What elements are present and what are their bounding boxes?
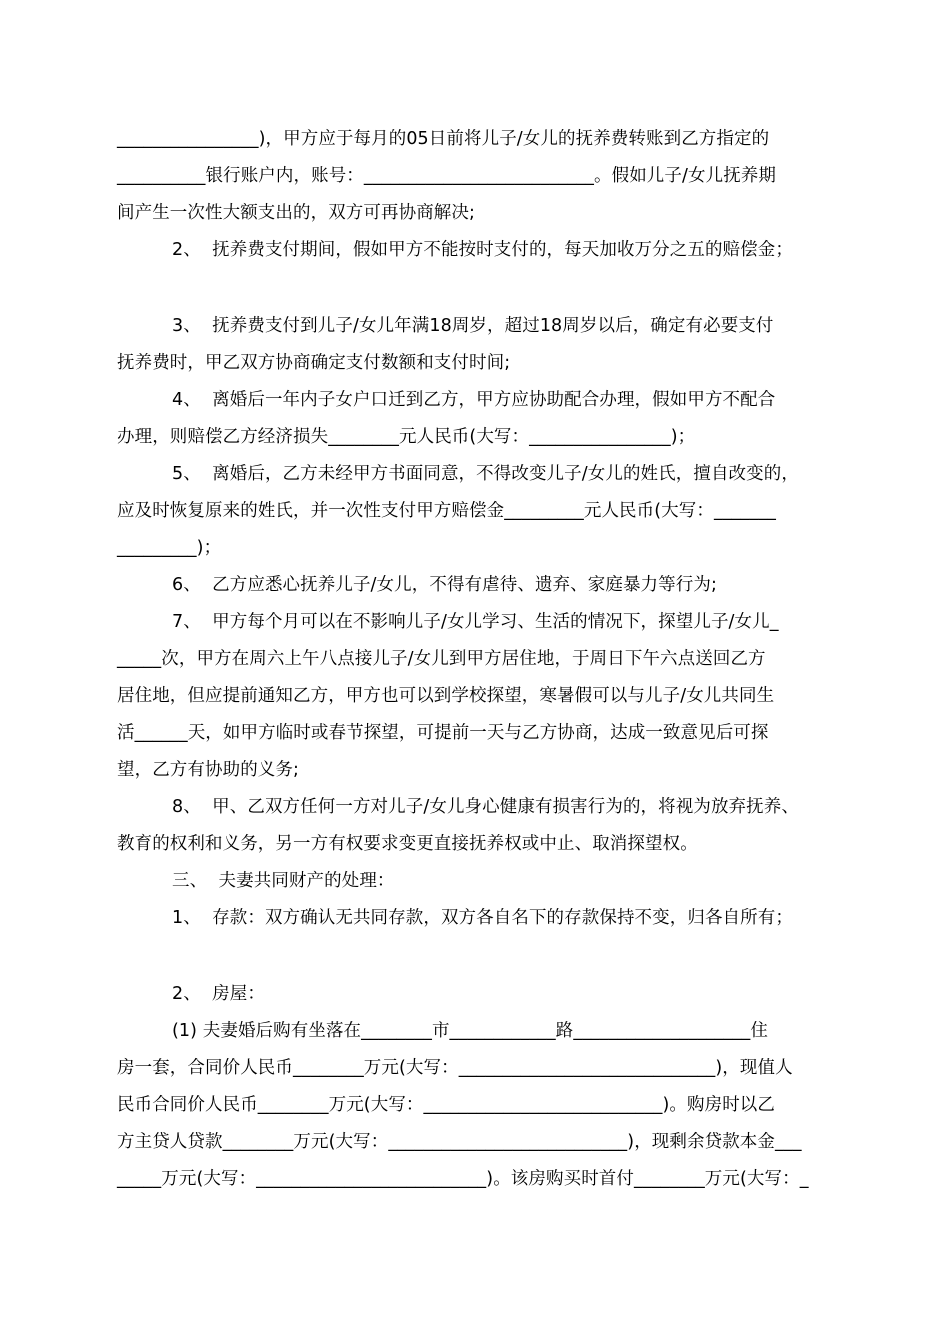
text-line: 办理，则赔偿乙方经济损失________元人民币(大写：________________)； [117,427,696,447]
text-line: 方主贷人贷款________万元(大写：___________________________)，现剩余贷款本金___ [117,1132,802,1152]
clause-5: 5、 离婚后，乙方未经甲方书面同意，不得改变儿子/女儿的姓氏，擅自改变的， [172,464,799,484]
text-line: 民币合同价人民币________万元(大写：___________________________)。购房时以乙 [117,1095,776,1115]
clause-2: 2、 抚养费支付期间，假如甲方不能按时支付的，每天加收万分之五的赔偿金； [172,240,793,260]
property-clause-2: 2、 房屋： [172,984,265,1004]
text-line: 应及时恢复原来的姓氏，并一次性支付甲方赔偿金_________元人民币(大写：_______ [117,501,776,521]
section-heading: 三、 夫妻共同财产的处理： [172,871,395,891]
clause-7: 7、 甲方每个月可以在不影响儿子/女儿学习、生活的情况下，探望儿子/女儿_ [172,612,779,632]
text-line: _____次，甲方在周六上午八点接儿子/女儿到甲方居住地，于周日下午六点送回乙方 [117,649,766,669]
text-line: 活______天，如甲方临时或春节探望，可提前一天与乙方协商，达成一致意见后可探 [117,723,769,743]
text-line: 望，乙方有协助的义务; [117,760,299,780]
property-clause-1: 1、 存款：双方确认无共同存款，双方各自名下的存款保持不变，归各自所有； [172,908,793,928]
text-line: 抚养费时，甲乙双方协商确定支付数额和支付时间; [117,353,511,373]
clause-3: 3、 抚养费支付到儿子/女儿年满18周岁，超过18周岁以后，确定有必要支付 [172,316,774,336]
text-line: _________)； [117,538,222,558]
sub-clause-1: (1) 夫妻婚后购有坐落在________市____________路____________________住 [172,1021,768,1041]
text-line: ________________)，甲方应于每月的05日前将儿子/女儿的抚养费转账到乙方指定的 [117,129,770,149]
clause-6: 6、 乙方应悉心抚养儿子/女儿，不得有虐待、遗弃、家庭暴力等行为; [172,575,717,595]
text-line: 间产生一次性大额支出的，双方可再协商解决; [117,203,475,223]
clause-8: 8、 甲、乙双方任何一方对儿子/女儿身心健康有损害行为的，将视为放弃抚养、 [172,797,799,817]
text-line: __________银行账户内，账号：__________________________。假如儿子/女儿抚养期 [117,166,776,186]
text-line: 教育的权利和义务，另一方有权要求变更直接抚养权或中止、取消探望权。 [117,834,698,854]
text-line: 居住地，但应提前通知乙方，甲方也可以到学校探望，寒暑假可以与儿子/女儿共同生 [117,686,775,706]
clause-4: 4、 离婚后一年内子女户口迁到乙方，甲方应协助配合办理，假如甲方不配合 [172,390,776,410]
text-line: 房一套，合同价人民币________万元(大写：_____________________________)，现值人 [117,1058,793,1078]
text-line: _____万元(大写：__________________________)。该房购买时首付________万元(大写：_ [117,1169,809,1189]
